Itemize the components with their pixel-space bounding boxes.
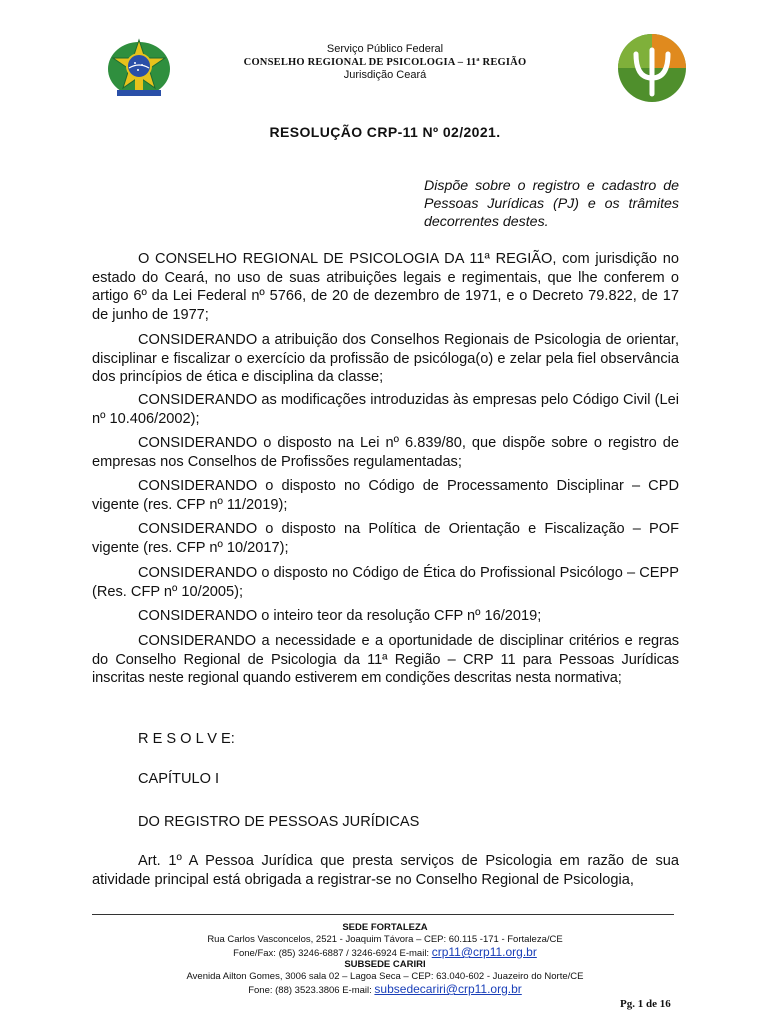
resolve-heading: R E S O L V E: (138, 731, 235, 747)
footer-sede-address: Rua Carlos Vasconcelos, 2521 - Joaquim Távora – CEP: 60.115 -171 - Fortaleza/CE (207, 934, 563, 945)
footer-subsede-address: Avenida Ailton Gomes, 3006 sala 02 – Lagoa Seca – CEP: 63.040-602 - Juazeiro do Norte/CE (186, 971, 584, 982)
preamble-paragraph: O CONSELHO REGIONAL DE PSICOLOGIA DA 11ª REGIÃO, com jurisdição no estado do Ceará, no uso de suas atribuições legais e regimentais, que lhe conferem o artigo 6º da Lei Federal nº 5766, de 20 de dezembro de 1971, e o Decreto 79.822, de 17 de junho de 1977; (92, 251, 679, 323)
considerando-paragraph: CONSIDERANDO as modificações introduzidas às empresas pelo Código Civil (Lei nº 10.406/2002); (92, 392, 679, 427)
header-service: Serviço Público Federal (326, 43, 444, 55)
considerando-paragraph: CONSIDERANDO o inteiro teor da resolução CFP nº 16/2019; (138, 608, 542, 624)
footer-sede-label: SEDE FORTALEZA (342, 922, 428, 933)
article-1: Art. 1º A Pessoa Jurídica que presta serviços de Psicologia em razão de sua atividade principal está obrigada a registrar-se no Conselho Regional de Psicologia, (92, 853, 679, 888)
resolution-title: RESOLUÇÃO CRP-11 Nº 02/2021. (269, 124, 501, 140)
considerando-paragraph: CONSIDERANDO o disposto na Lei nº 6.839/80, que dispõe sobre o registro de empresas nos Conselhos de Profissões regulamentadas; (92, 435, 679, 470)
chapter-title: DO REGISTRO DE PESSOAS JURÍDICAS (138, 814, 420, 830)
page-sep: de (645, 998, 657, 1010)
resolution-summary: Dispõe sobre o registro e cadastro de Pessoas Jurídicas (PJ) e os trâmites decorrentes destes. (424, 178, 679, 230)
considerando-paragraph: CONSIDERANDO o disposto no Código de Processamento Disciplinar – CPD vigente (res. CFP nº 11/2019); (92, 478, 679, 513)
footer-subsede-phone: Fone: (88) 3523.3806 E-mail: (248, 985, 372, 996)
footer-subsede-contact (0, 983, 770, 997)
considerando-paragraph: CONSIDERANDO o disposto no Código de Ética do Profissional Psicólogo – CEPP (Res. CFP nº 10/2005); (92, 565, 679, 600)
chapter-heading: CAPÍTULO I (138, 771, 220, 787)
footer-subsede-label: SUBSEDE CARIRI (344, 959, 426, 970)
footer-sede-email-link[interactable]: crp11@crp11.org.br (431, 945, 537, 959)
header-jurisdiction: Jurisdição Ceará (343, 69, 427, 81)
footer-sede-phone: Fone/Fax: (85) 3246-6887 / 3246-6924 E-mail: (233, 948, 430, 959)
footer-divider (92, 914, 674, 915)
page-current: 1 (637, 998, 644, 1010)
considerando-paragraph: CONSIDERANDO o disposto na Política de Orientação e Fiscalização – POF vigente (res. CFP nº 10/2017); (92, 521, 679, 556)
page-total: 16 (659, 998, 671, 1010)
footer-sede-contact (0, 946, 770, 960)
footer-subsede-email-link[interactable]: subsedecariri@crp11.org.br (374, 982, 522, 996)
considerando-paragraph: CONSIDERANDO a atribuição dos Conselhos Regionais de Psicologia de orientar, disciplinar e fiscalizar o exercício da profissão de psicóloga(o) e zelar pela fiel observância dos princípios de ética e disciplina da classe; (92, 332, 679, 385)
header-council: CONSELHO REGIONAL DE PSICOLOGIA – 11ª REGIÃO (243, 57, 527, 68)
considerando-paragraph: CONSIDERANDO a necessidade e a oportunidade de disciplinar critérios e regras do Conselho Regional de Psicologia da 11ª Região – CRP 11 para Pessoas Jurídicas inscritas neste regional quando estiverem em condições descritas nesta normativa; (92, 633, 679, 686)
page-prefix: Pg. (620, 998, 635, 1010)
page-number (620, 998, 671, 1010)
